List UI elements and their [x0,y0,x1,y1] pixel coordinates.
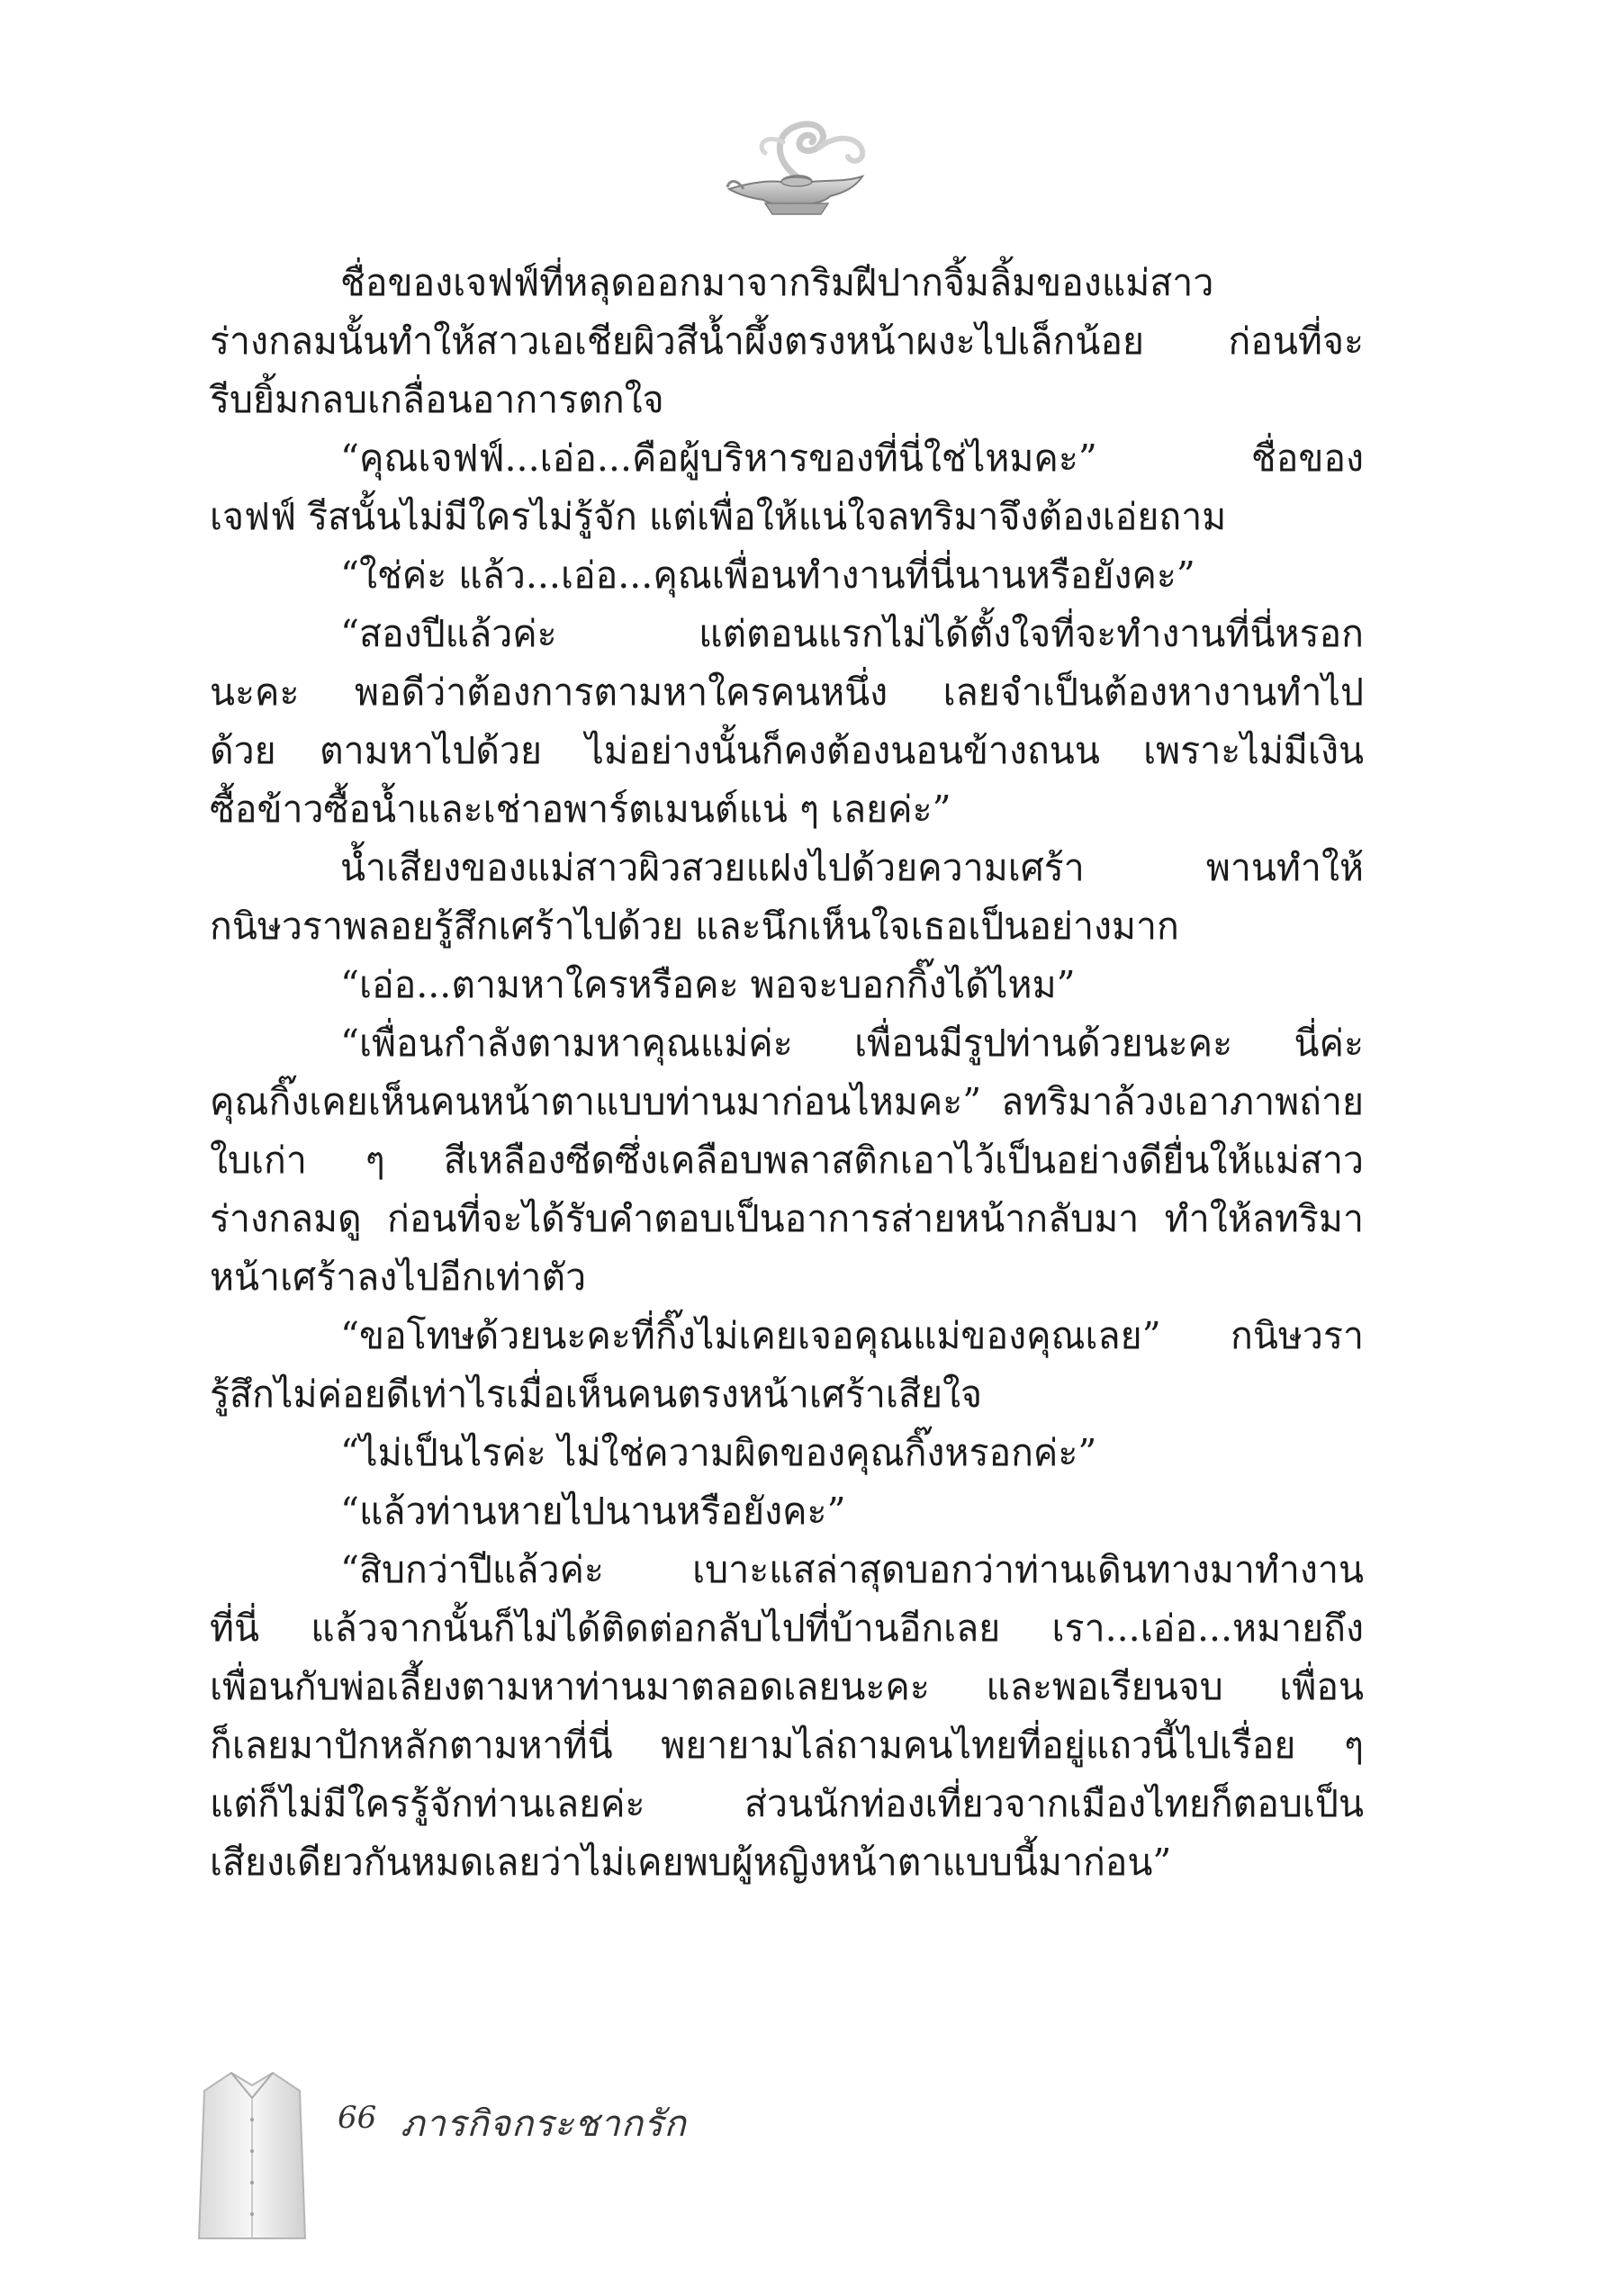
text-line: ร่างกลมนั้นทำให้สาวเอเชียผิวสีน้ำผึ้งตรงหน้าผงะไปเล็กน้อย ก่อนที่จะ [210,320,1364,363]
text-line: รีบยิ้มกลบเกลื่อนอาการตกใจ [210,378,664,421]
text-line: ซื้อข้าวซื้อน้ำและเช่าอพาร์ตเมนต์แน่ ๆ เลยค่ะ” [210,788,951,831]
text-line: ร่างกลมดู ก่อนที่จะได้รับคำตอบเป็นอาการส่ายหน้ากลับมา ทำให้ลทริมา [210,1197,1364,1240]
text-line: “ขอโทษด้วยนะคะที่กิ๊งไม่เคยเจอคุณแม่ของคุณเลย” กนิษวรา [340,1314,1364,1357]
text-line: “แล้วท่านหายไปนานหรือยังคะ” [340,1490,846,1533]
text-line: ที่นี่ แล้วจากนั้นก็ไม่ได้ติดต่อกลับไปที่บ้านอีกเลย เรา...เอ่อ...หมายถึง [210,1607,1364,1650]
text-line: “คุณเจฟฟ์...เอ่อ...คือผู้บริหารของที่นี่ใช่ไหมคะ” ชื่อของ [340,437,1364,480]
text-line: เจฟฟ์ รีสนั้นไม่มีใครไม่รู้จัก แต่เพื่อให้แน่ใจลทริมาจึงต้องเอ่ยถาม [210,495,1227,538]
text-line: น้ำเสียงของแม่สาวผิวสวยแฝงไปด้วยความเศร้า พานทำให้ [340,846,1364,889]
text-line: แต่ก็ไม่มีใครรู้จักท่านเลยค่ะ ส่วนนักท่องเที่ยวจากเมืองไทยก็ตอบเป็น [210,1782,1364,1825]
book-title: ภารกิจกระชากรัก [401,2103,687,2145]
body-text [210,254,1364,1892]
white-shirt-icon [194,2066,311,2246]
page-footer [194,2066,824,2255]
text-line: “เอ่อ...ตามหาใครหรือคะ พอจะบอกกิ๊งได้ไหม” [340,963,1076,1006]
text-line: เสียงเดียวกันหมดเลยว่าไม่เคยพบผู้หญิงหน้าตาแบบนี้มาก่อน” [210,1841,1172,1884]
text-line: “สองปีแล้วค่ะ แต่ตอนแรกไม่ได้ตั้งใจที่จะทำงานที่นี่หรอก [340,612,1364,655]
text-line: รู้สึกไม่ค่อยดีเท่าไรเมื่อเห็นคนตรงหน้าเศร้าเสียใจ [210,1373,983,1416]
text-line: ชื่อของเจฟฟ์ที่หลุดออกมาจากริมฝีปากจิ้มลิ้มของแม่สาว [340,261,1214,304]
page-number: 66 [338,2100,377,2136]
text-line: “ไม่เป็นไรค่ะ ไม่ใช่ความผิดของคุณกิ๊งหรอกค่ะ” [340,1431,1097,1474]
text-line: เพื่อนกับพ่อเลี้ยงตามหาท่านมาตลอดเลยนะคะ และพอเรียนจบ เพื่อน [210,1665,1364,1708]
text-line: ด้วย ตามหาไปด้วย ไม่อย่างนั้นก็คงต้องนอนข้างถนน เพราะไม่มีเงิน [210,729,1364,772]
text-line: “สิบกว่าปีแล้วค่ะ เบาะแสล่าสุดบอกว่าท่านเดินทางมาทำงาน [340,1548,1364,1591]
magic-lamp-icon [711,106,882,232]
text-line: กนิษวราพลอยรู้สึกเศร้าไปด้วย และนึกเห็นใจเธอเป็นอย่างมาก [210,905,1179,948]
text-line: “เพื่อนกำลังตามหาคุณแม่ค่ะ เพื่อนมีรูปท่านด้วยนะคะ นี่ค่ะ [340,1022,1364,1065]
text-line: นะคะ พอดีว่าต้องการตามหาใครคนหนึ่ง เลยจำเป็นต้องหางานทำไป [210,671,1364,714]
text-line: ใบเก่า ๆ สีเหลืองซีดซึ่งเคลือบพลาสติกเอาไว้เป็นอย่างดียื่นให้แม่สาว [210,1139,1364,1182]
text-line: หน้าเศร้าลงไปอีกเท่าตัว [210,1256,587,1299]
text-line: คุณกิ๊งเคยเห็นคนหน้าตาแบบท่านมาก่อนไหมคะ” ลทริมาล้วงเอาภาพถ่าย [210,1080,1364,1123]
text-line: “ใช่ค่ะ แล้ว...เอ่อ...คุณเพื่อนทำงานที่นี่นานหรือยังคะ” [340,554,1195,597]
text-line: ก็เลยมาปักหลักตามหาที่นี่ พยายามไล่ถามคนไทยที่อยู่แถวนี้ไปเรื่อย ๆ [210,1724,1364,1767]
